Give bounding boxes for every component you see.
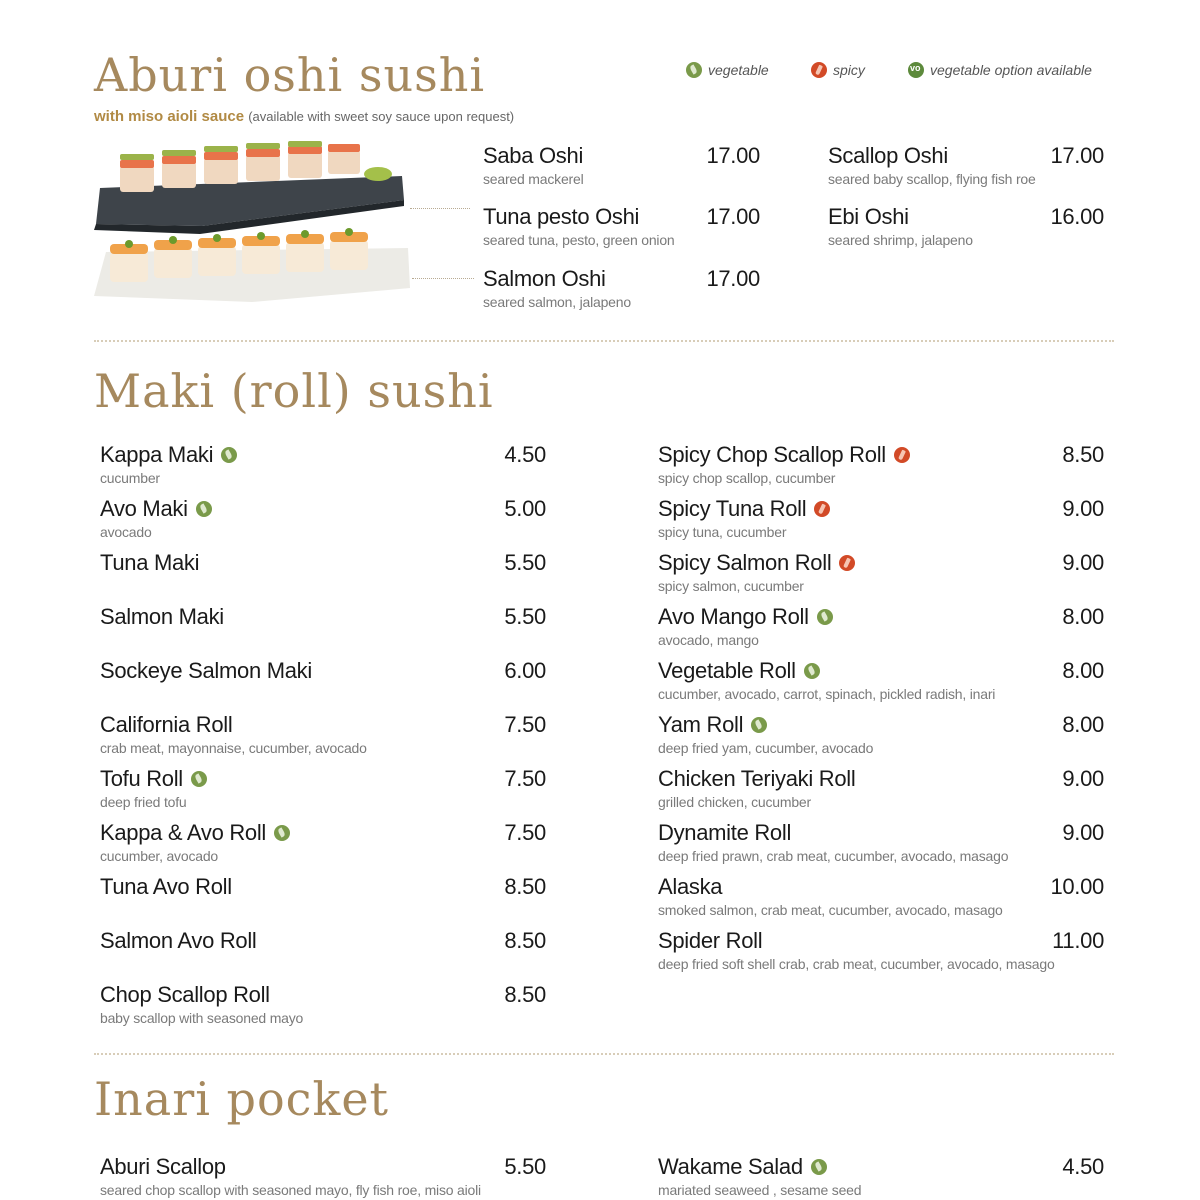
item-name: Saba Oshi <box>483 143 584 168</box>
sauce-alt-note: (available with sweet soy sauce upon request) <box>248 109 515 124</box>
legend-veg-option-label: vegetable option available <box>930 62 1092 78</box>
item-name: Salmon Avo Roll <box>100 928 257 953</box>
vegetable-icon <box>221 447 237 463</box>
item-name-row <box>100 766 207 792</box>
menu-item <box>658 550 855 594</box>
menu-item <box>100 1154 481 1198</box>
item-price: 6.00 <box>504 658 546 683</box>
photo-oshi-plate <box>94 228 410 302</box>
item-price: 8.50 <box>504 874 546 899</box>
item-description: seared chop scallop with seasoned mayo, fly fish roe, miso aioli <box>100 1182 481 1198</box>
item-price: 7.50 <box>504 766 546 791</box>
item-description: seared salmon, jalapeno <box>483 294 631 310</box>
item-name: Aburi Scallop <box>100 1154 226 1179</box>
menu-item <box>100 874 232 900</box>
spicy-icon <box>839 555 855 571</box>
item-description: spicy tuna, cucumber <box>658 524 787 540</box>
vegetable-icon <box>817 609 833 625</box>
item-price: 9.00 <box>1062 550 1104 575</box>
legend-spicy-label: spicy <box>833 62 865 78</box>
item-name-row <box>658 442 910 468</box>
item-description: crab meat, mayonnaise, cucumber, avocado <box>100 740 367 756</box>
item-description: cucumber, avocado <box>100 848 219 864</box>
vegetable-icon <box>686 62 702 78</box>
item-description: smoked salmon, crab meat, cucumber, avocado, masago <box>658 902 1003 918</box>
item-name-row <box>100 982 303 1008</box>
sauce-note: with miso aioli sauce <box>94 108 245 125</box>
item-name: Dynamite Roll <box>658 820 792 845</box>
item-description: deep fried prawn, crab meat, cucumber, avocado, masago <box>658 848 1009 864</box>
item-description: seared baby scallop, flying fish roe <box>828 171 1036 187</box>
item-price: 8.50 <box>504 928 546 953</box>
item-name: Chicken Teriyaki Roll <box>658 766 856 791</box>
item-price: 9.00 <box>1062 496 1104 521</box>
item-name: Tuna Maki <box>100 550 200 575</box>
item-description: deep fried soft shell crab, crab meat, cucumber, avocado, masago <box>658 956 1055 972</box>
section-title-aburi: Aburi oshi sushi <box>94 48 486 102</box>
item-name: Ebi Oshi <box>828 204 909 229</box>
item-description: grilled chicken, cucumber <box>658 794 811 810</box>
item-description: mariated seaweed , sesame seed <box>658 1182 862 1198</box>
legend-vegetable <box>686 62 769 78</box>
menu-item <box>658 928 1055 972</box>
photo-leader-line <box>410 208 470 209</box>
item-description: avocado <box>100 524 152 540</box>
menu-item <box>100 712 367 756</box>
item-name: Spicy Salmon Roll <box>658 550 832 575</box>
legend-veg-option <box>908 62 1092 78</box>
item-name-row <box>100 874 232 900</box>
item-name: California Roll <box>100 712 233 737</box>
section-divider <box>94 1053 1114 1055</box>
item-price: 17.00 <box>706 143 760 168</box>
item-name: Tofu Roll <box>100 766 183 791</box>
item-name-row <box>658 1154 861 1180</box>
menu-item <box>483 204 675 248</box>
menu-item <box>100 766 207 810</box>
item-name-row <box>658 658 995 684</box>
legend-vegetable-label: vegetable <box>708 62 769 78</box>
item-name: Spicy Tuna Roll <box>658 496 807 521</box>
menu-item <box>100 604 224 630</box>
item-description: baby scallop with seasoned mayo <box>100 1010 304 1026</box>
item-description: avocado, mango <box>658 632 759 648</box>
item-name: Avo Mango Roll <box>658 604 809 629</box>
item-name-row <box>658 550 855 576</box>
vegetable-icon <box>751 717 767 733</box>
item-price: 8.00 <box>1062 658 1104 683</box>
menu-item <box>658 442 910 486</box>
menu-item <box>658 820 1008 864</box>
menu-item <box>658 496 830 540</box>
section-divider <box>94 340 1114 342</box>
item-name-row <box>100 712 367 738</box>
menu-item <box>828 204 973 248</box>
item-name: Alaska <box>658 874 723 899</box>
item-price: 7.50 <box>504 712 546 737</box>
photo-leader-line <box>412 278 474 279</box>
item-name-row <box>658 820 1008 846</box>
item-name: Spider Roll <box>658 928 763 953</box>
item-price: 4.50 <box>1062 1154 1104 1179</box>
item-description: deep fried yam, cucumber, avocado <box>658 740 874 756</box>
item-name: Wakame Salad <box>658 1154 803 1179</box>
menu-item <box>658 1154 861 1198</box>
item-name: Tuna pesto Oshi <box>483 204 640 229</box>
item-price: 8.50 <box>1062 442 1104 467</box>
section-title-inari: Inari pocket <box>94 1072 390 1126</box>
item-description: deep fried tofu <box>100 794 187 810</box>
item-name-row <box>100 550 199 576</box>
item-description: cucumber, avocado, carrot, spinach, pickled radish, inari <box>658 686 996 702</box>
menu-item <box>658 874 1003 918</box>
veg-option-icon <box>908 62 924 78</box>
item-price: 16.00 <box>1050 204 1104 229</box>
item-name-row <box>658 928 1055 954</box>
item-name-row <box>658 604 833 630</box>
item-name: Vegetable Roll <box>658 658 796 683</box>
menu-item <box>100 820 290 864</box>
vegetable-icon <box>804 663 820 679</box>
spicy-icon <box>811 62 827 78</box>
item-name: Salmon Maki <box>100 604 224 629</box>
menu-item <box>658 712 873 756</box>
item-price: 8.00 <box>1062 604 1104 629</box>
item-price: 5.50 <box>504 604 546 629</box>
menu-item <box>658 766 855 810</box>
item-name-row <box>100 658 312 684</box>
menu-item <box>100 550 199 576</box>
item-description: seared tuna, pesto, green onion <box>483 232 675 248</box>
item-name: Chop Scallop Roll <box>100 982 270 1007</box>
item-name-row <box>658 874 1003 900</box>
menu-item <box>100 982 303 1026</box>
item-price: 8.00 <box>1062 712 1104 737</box>
vegetable-icon <box>274 825 290 841</box>
item-description: seared mackerel <box>483 171 584 187</box>
section-subtitle-aburi <box>94 108 514 125</box>
vegetable-icon <box>196 501 212 517</box>
item-price: 5.00 <box>504 496 546 521</box>
item-name-row <box>100 1154 481 1180</box>
menu-item <box>828 143 1036 187</box>
menu-item <box>658 604 833 648</box>
item-description: spicy chop scallop, cucumber <box>658 470 836 486</box>
item-description: cucumber <box>100 470 160 486</box>
menu-item <box>100 496 212 540</box>
item-name-row <box>100 928 257 954</box>
spicy-icon <box>894 447 910 463</box>
item-name: Salmon Oshi <box>483 266 606 291</box>
spicy-icon <box>814 501 830 517</box>
item-name-row <box>100 496 212 522</box>
menu-item <box>658 658 995 702</box>
item-name: Tuna Avo Roll <box>100 874 232 899</box>
item-price: 10.00 <box>1050 874 1104 899</box>
item-price: 5.50 <box>504 550 546 575</box>
menu-item <box>100 658 312 684</box>
item-description: seared shrimp, jalapeno <box>828 232 973 248</box>
item-price: 7.50 <box>504 820 546 845</box>
item-name-row <box>100 442 237 468</box>
item-name: Yam Roll <box>658 712 744 737</box>
item-name-row <box>100 820 290 846</box>
menu-item <box>483 143 584 187</box>
item-price: 17.00 <box>706 204 760 229</box>
item-price: 5.50 <box>504 1154 546 1179</box>
item-name: Scallop Oshi <box>828 143 948 168</box>
photo-oshi-slate <box>94 141 404 234</box>
item-name: Sockeye Salmon Maki <box>100 658 312 683</box>
item-name: Kappa & Avo Roll <box>100 820 267 845</box>
menu-item <box>483 266 631 310</box>
item-name: Spicy Chop Scallop Roll <box>658 442 886 467</box>
item-price: 9.00 <box>1062 820 1104 845</box>
item-description: spicy salmon, cucumber <box>658 578 804 594</box>
item-price: 4.50 <box>504 442 546 467</box>
item-name: Kappa Maki <box>100 442 214 467</box>
item-price: 9.00 <box>1062 766 1104 791</box>
item-price: 8.50 <box>504 982 546 1007</box>
sushi-photos <box>92 140 412 310</box>
item-name-row <box>658 712 873 738</box>
item-name: Avo Maki <box>100 496 188 521</box>
item-name-row <box>100 604 224 630</box>
item-price: 17.00 <box>1050 143 1104 168</box>
item-name-row <box>658 766 855 792</box>
menu-item <box>100 442 237 486</box>
item-name-row <box>658 496 830 522</box>
item-price: 17.00 <box>706 266 760 291</box>
vegetable-icon <box>811 1159 827 1175</box>
menu-item <box>100 928 257 954</box>
legend-spicy <box>811 62 865 78</box>
section-title-maki: Maki (roll) sushi <box>94 364 494 418</box>
item-price: 11.00 <box>1052 928 1104 953</box>
vegetable-icon <box>191 771 207 787</box>
